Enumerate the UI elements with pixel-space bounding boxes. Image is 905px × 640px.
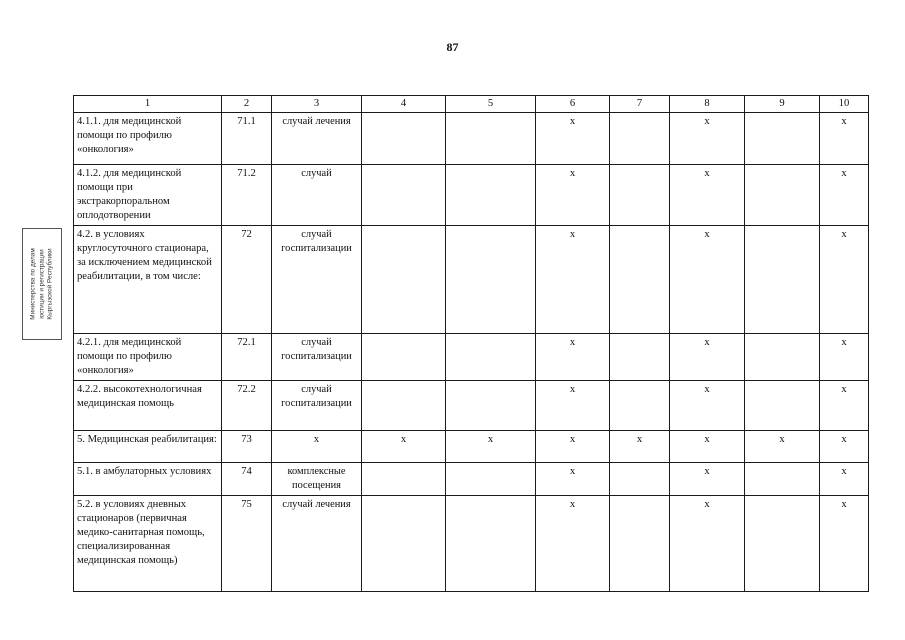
stamp-line: юстиции и регистрации bbox=[37, 249, 45, 319]
value-cell-col-8: x bbox=[670, 381, 745, 431]
row-number-cell: 72.1 bbox=[222, 334, 272, 381]
stamp-line: Министерства по делам bbox=[29, 248, 37, 320]
value-cell-col-10: x bbox=[820, 463, 869, 496]
value-cell-col-7 bbox=[610, 381, 670, 431]
row-number-cell: 71.1 bbox=[222, 113, 272, 165]
unit-cell: случай госпитализации bbox=[272, 334, 362, 381]
value-cell-col-9: x bbox=[745, 431, 820, 463]
column-header-8: 8 bbox=[670, 96, 745, 113]
column-header-7: 7 bbox=[610, 96, 670, 113]
value-cell-col-6: x bbox=[536, 165, 610, 226]
header-row bbox=[74, 96, 869, 113]
value-cell-col-7 bbox=[610, 496, 670, 592]
row-name-cell: 5.2. в условиях дневных стационаров (первичная медико-санитарная помощь, специализированная медицинская помощь) bbox=[74, 496, 222, 592]
value-cell-col-7 bbox=[610, 113, 670, 165]
value-cell-col-8: x bbox=[670, 496, 745, 592]
stamp-text bbox=[29, 230, 55, 338]
row-number-cell: 71.2 bbox=[222, 165, 272, 226]
unit-cell: случай лечения bbox=[272, 496, 362, 592]
value-cell-col-4: x bbox=[362, 431, 446, 463]
registration-stamp bbox=[22, 228, 62, 340]
value-cell-col-9 bbox=[745, 226, 820, 334]
column-header-9: 9 bbox=[745, 96, 820, 113]
value-cell-col-4 bbox=[362, 381, 446, 431]
row-number-cell: 73 bbox=[222, 431, 272, 463]
row-name-cell: 4.2.2. высокотехнологичная медицинская помощь bbox=[74, 381, 222, 431]
table-row bbox=[74, 463, 869, 496]
value-cell-col-10: x bbox=[820, 496, 869, 592]
unit-cell: x bbox=[272, 431, 362, 463]
value-cell-col-8: x bbox=[670, 226, 745, 334]
data-table bbox=[73, 95, 869, 592]
row-name-cell: 4.2. в условиях круглосуточного стационара, за исключением медицинской реабилитации, в том числе: bbox=[74, 226, 222, 334]
row-name-cell: 4.2.1. для медицинской помощи по профилю «онкология» bbox=[74, 334, 222, 381]
value-cell-col-5 bbox=[446, 381, 536, 431]
value-cell-col-7: x bbox=[610, 431, 670, 463]
row-name-cell: 5. Медицинская реабилитация: bbox=[74, 431, 222, 463]
value-cell-col-6: x bbox=[536, 463, 610, 496]
value-cell-col-5 bbox=[446, 165, 536, 226]
value-cell-col-6: x bbox=[536, 431, 610, 463]
stamp-line: Кыргызской Республики bbox=[46, 248, 54, 320]
unit-cell: случай bbox=[272, 165, 362, 226]
value-cell-col-6: x bbox=[536, 113, 610, 165]
value-cell-col-7 bbox=[610, 165, 670, 226]
column-header-5: 5 bbox=[446, 96, 536, 113]
value-cell-col-4 bbox=[362, 113, 446, 165]
column-header-1: 1 bbox=[74, 96, 222, 113]
value-cell-col-4 bbox=[362, 463, 446, 496]
value-cell-col-8: x bbox=[670, 431, 745, 463]
value-cell-col-6: x bbox=[536, 381, 610, 431]
table-row bbox=[74, 334, 869, 381]
value-cell-col-4 bbox=[362, 165, 446, 226]
row-number-cell: 75 bbox=[222, 496, 272, 592]
value-cell-col-4 bbox=[362, 496, 446, 592]
value-cell-col-5 bbox=[446, 496, 536, 592]
unit-cell: случай госпитализации bbox=[272, 226, 362, 334]
page-number: 87 bbox=[446, 40, 459, 54]
unit-cell: комплексные посещения bbox=[272, 463, 362, 496]
value-cell-col-4 bbox=[362, 226, 446, 334]
table-row bbox=[74, 165, 869, 226]
value-cell-col-6: x bbox=[536, 334, 610, 381]
row-number-cell: 72.2 bbox=[222, 381, 272, 431]
value-cell-col-9 bbox=[745, 334, 820, 381]
unit-cell: случай лечения bbox=[272, 113, 362, 165]
row-number-cell: 72 bbox=[222, 226, 272, 334]
value-cell-col-10: x bbox=[820, 226, 869, 334]
row-number-cell: 74 bbox=[222, 463, 272, 496]
table-row bbox=[74, 431, 869, 463]
value-cell-col-10: x bbox=[820, 334, 869, 381]
value-cell-col-9 bbox=[745, 463, 820, 496]
value-cell-col-8: x bbox=[670, 165, 745, 226]
value-cell-col-4 bbox=[362, 334, 446, 381]
value-cell-col-9 bbox=[745, 113, 820, 165]
table-body bbox=[74, 113, 869, 592]
value-cell-col-7 bbox=[610, 463, 670, 496]
table-row bbox=[74, 381, 869, 431]
value-cell-col-6: x bbox=[536, 496, 610, 592]
value-cell-col-5 bbox=[446, 334, 536, 381]
column-header-3: 3 bbox=[272, 96, 362, 113]
column-header-2: 2 bbox=[222, 96, 272, 113]
unit-cell: случай госпитализации bbox=[272, 381, 362, 431]
value-cell-col-10: x bbox=[820, 113, 869, 165]
value-cell-col-10: x bbox=[820, 165, 869, 226]
value-cell-col-5 bbox=[446, 113, 536, 165]
table-row bbox=[74, 496, 869, 592]
column-header-6: 6 bbox=[536, 96, 610, 113]
value-cell-col-5 bbox=[446, 226, 536, 334]
value-cell-col-7 bbox=[610, 334, 670, 381]
row-name-cell: 4.1.1. для медицинской помощи по профилю «онкология» bbox=[74, 113, 222, 165]
value-cell-col-8: x bbox=[670, 334, 745, 381]
table-row bbox=[74, 113, 869, 165]
table-row bbox=[74, 226, 869, 334]
value-cell-col-7 bbox=[610, 226, 670, 334]
column-header-4: 4 bbox=[362, 96, 446, 113]
value-cell-col-9 bbox=[745, 381, 820, 431]
value-cell-col-8: x bbox=[670, 463, 745, 496]
row-name-cell: 5.1. в амбулаторных условиях bbox=[74, 463, 222, 496]
value-cell-col-5: x bbox=[446, 431, 536, 463]
value-cell-col-9 bbox=[745, 165, 820, 226]
value-cell-col-9 bbox=[745, 496, 820, 592]
value-cell-col-5 bbox=[446, 463, 536, 496]
value-cell-col-8: x bbox=[670, 113, 745, 165]
column-header-10: 10 bbox=[820, 96, 869, 113]
value-cell-col-10: x bbox=[820, 381, 869, 431]
value-cell-col-6: x bbox=[536, 226, 610, 334]
row-name-cell: 4.1.2. для медицинской помощи при экстракорпоральном оплодотворении bbox=[74, 165, 222, 226]
value-cell-col-10: x bbox=[820, 431, 869, 463]
